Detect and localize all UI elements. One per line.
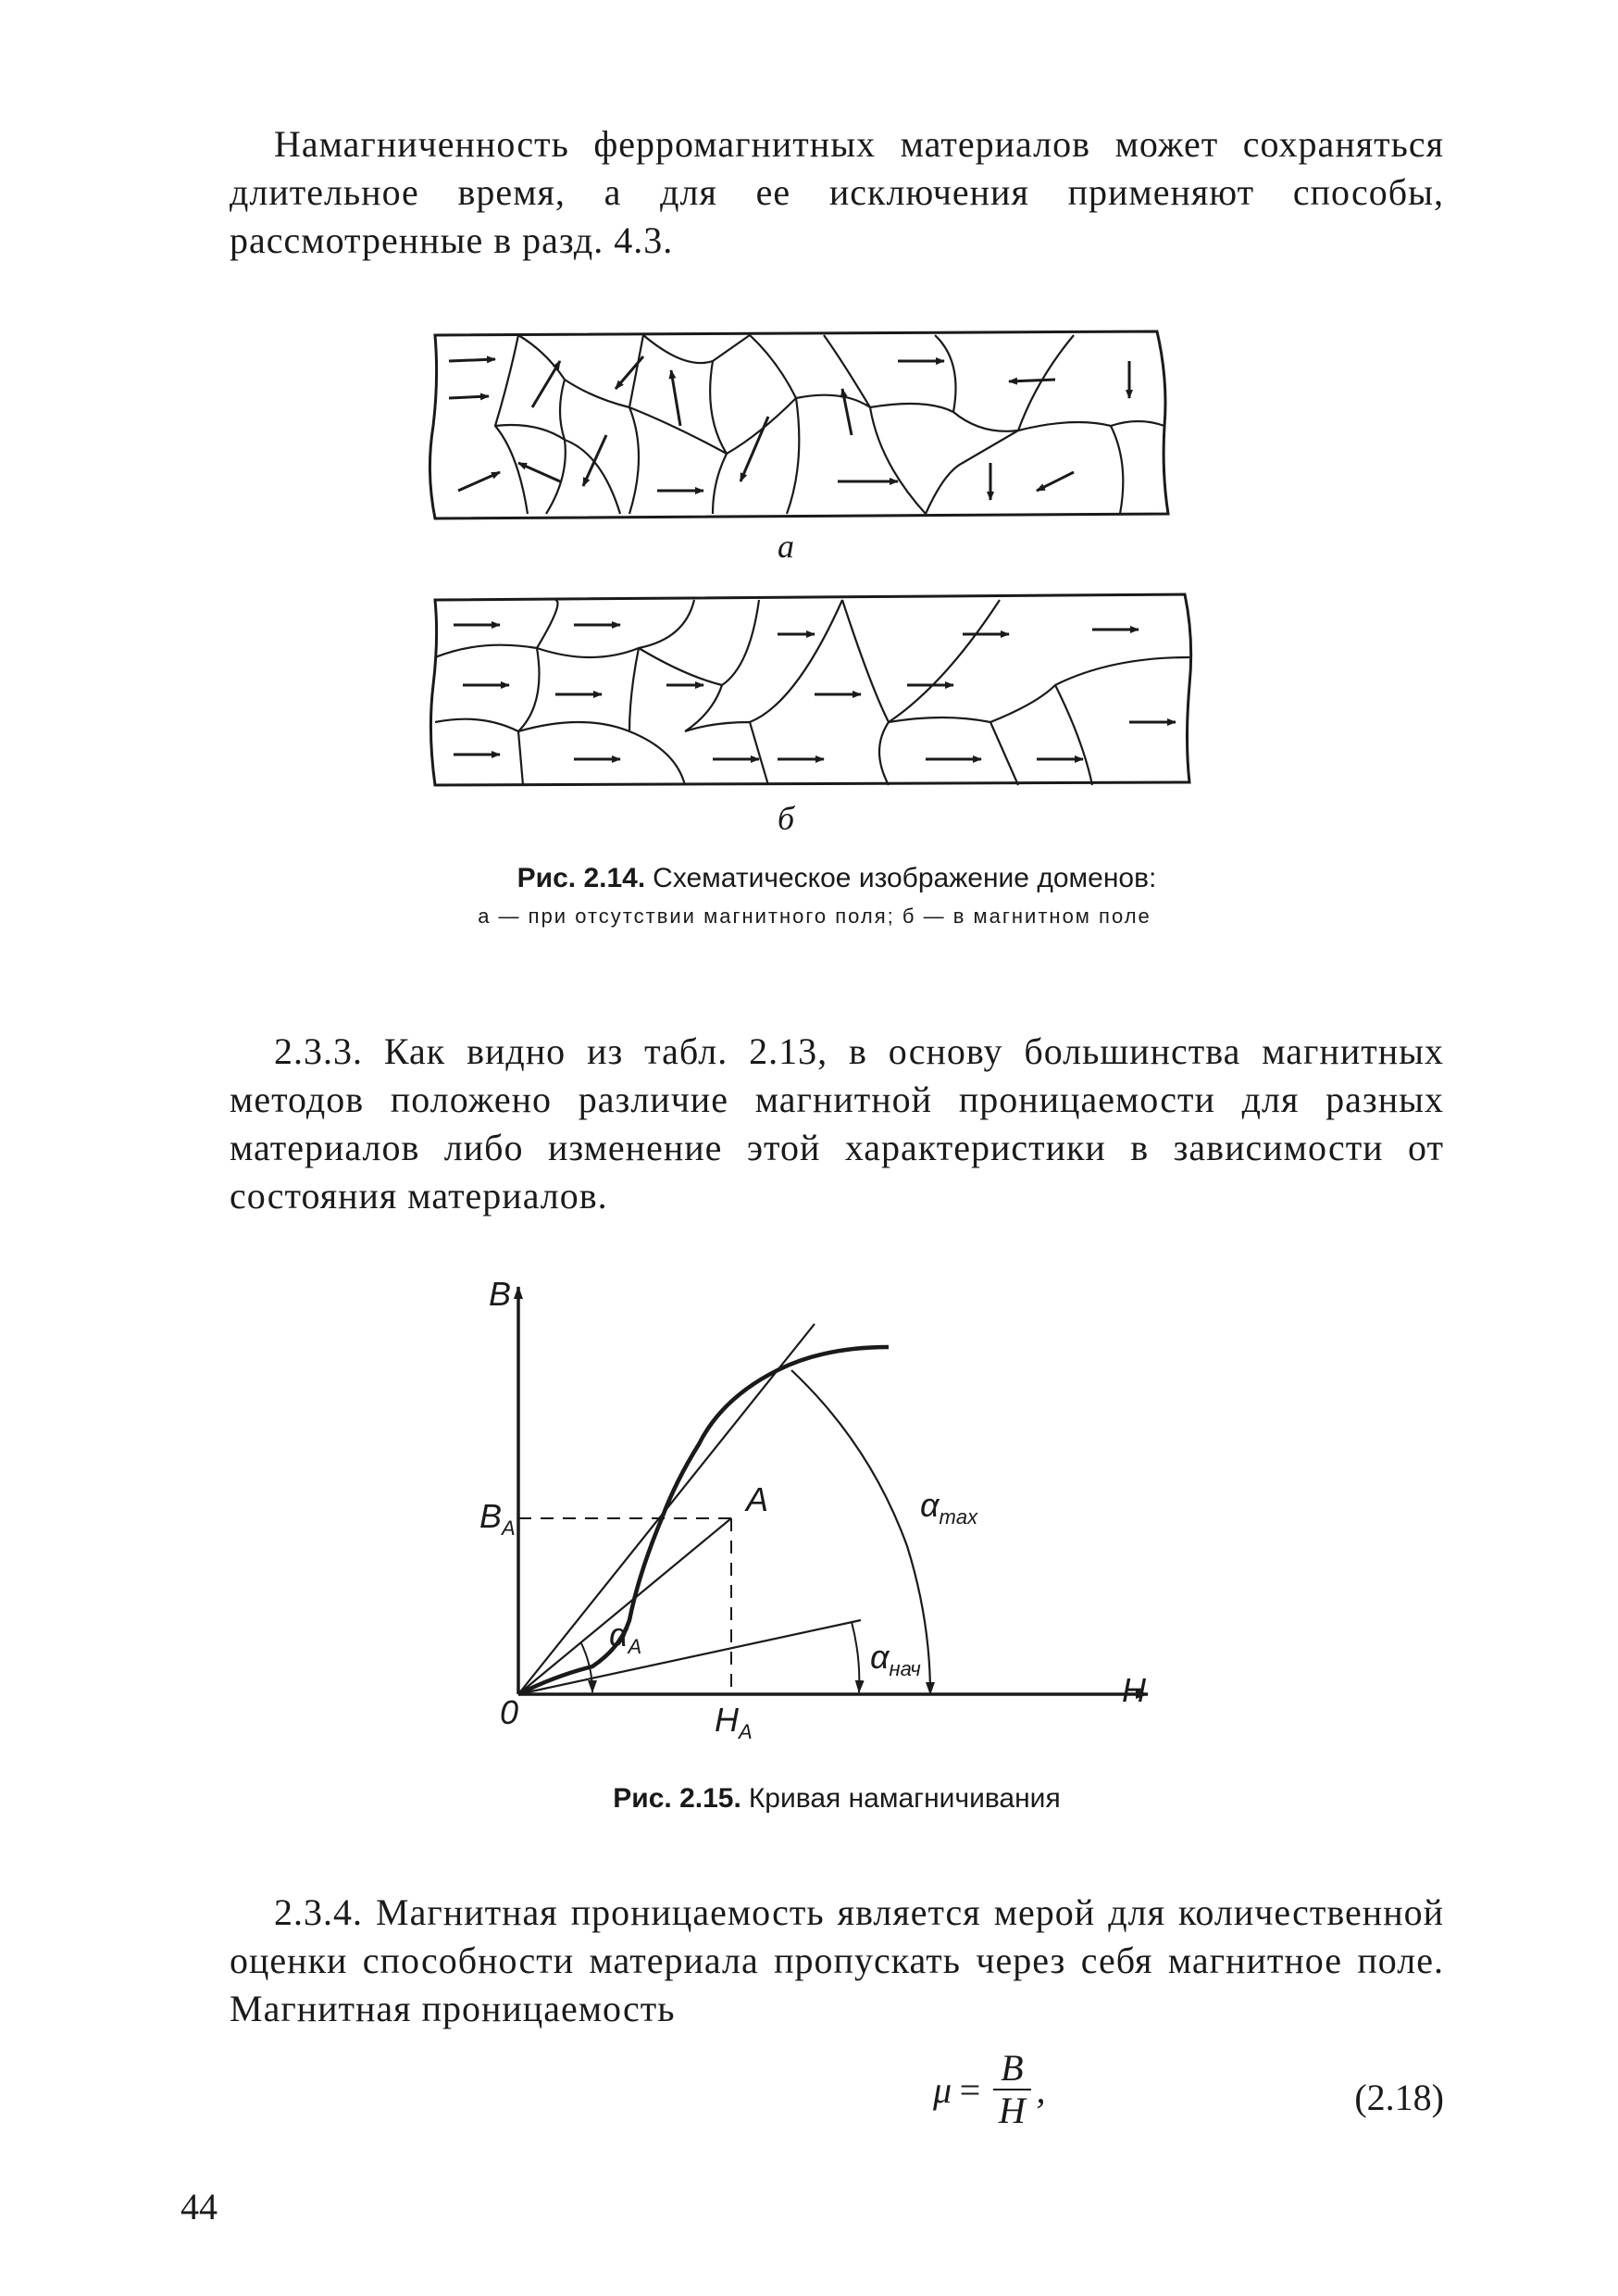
formula-fraction	[993, 2048, 1030, 2131]
caption-title: Кривая намагничивания	[748, 1783, 1061, 1814]
point-a-label: A	[746, 1480, 769, 1518]
formula-2-18	[230, 2048, 1444, 2140]
alpha-a-label: $\alpha_A$	[609, 1616, 642, 1659]
ha-tick-label: $H_A$	[715, 1701, 753, 1744]
formula-numerator: B	[993, 2048, 1030, 2090]
caption-title: Схематическое изображение доменов:	[653, 863, 1157, 893]
figure-2-15-caption	[230, 1781, 1444, 1816]
paragraph-magnetization: Намагниченность ферромагнитных материалов может сохраняться длительное время, а для ее исключения применяют способы, рассмотренные в разд. 4.3.	[230, 123, 1444, 261]
formula-trail: ,	[1036, 2068, 1046, 2111]
alpha-max-label: $\alpha_{max}$	[920, 1486, 978, 1529]
figure-label-b: б	[778, 800, 795, 837]
figure-2-14-caption	[230, 861, 1444, 896]
axis-x-label: H	[1122, 1671, 1146, 1709]
magnetization-curve-figure	[463, 1268, 1166, 1768]
alpha-init-arc	[852, 1622, 859, 1692]
ba-tick-label: $B_A$	[479, 1497, 516, 1541]
origin-label: 0	[500, 1693, 519, 1731]
figure-label-a: а	[778, 528, 794, 565]
formula-expression	[933, 2048, 1046, 2131]
page-number: 44	[180, 2186, 218, 2227]
paragraph-permeability: 2.3.4. Магнитная проницаемость является мерой для количественной оценки способности материала пропускать через себя магнитное поле. Магнитная проницаемость	[230, 1891, 1444, 2029]
domain-figure-b	[407, 583, 1222, 796]
caption-number: Рис. 2.14.	[517, 863, 646, 893]
chord-line	[518, 1518, 731, 1694]
formula-eq: =	[957, 2068, 983, 2111]
domain-figure-a	[407, 324, 1222, 528]
alpha-init-label: $\alpha_{нач}$	[870, 1638, 921, 1681]
magnetization-curve	[518, 1347, 889, 1694]
tangent-line	[518, 1324, 815, 1694]
paragraph-magnetic-methods: 2.3.3. Как видно из табл. 2.13, в основу большинства магнитных методов положено различие магнитной проницаемости для разных материалов либо изменение этой характеристики в зависимости от состояния материалов.	[230, 1030, 1444, 1217]
axis-y-label: B	[489, 1275, 512, 1313]
equation-number: (2.18)	[1354, 2077, 1444, 2118]
formula-lhs: μ	[933, 2068, 952, 2111]
figure-2-14-subcaption: а — при отсутствии магнитного поля; б — в магнитном поле	[478, 905, 1151, 928]
caption-number: Рис. 2.15.	[613, 1783, 741, 1814]
formula-denominator: H	[998, 2090, 1026, 2131]
